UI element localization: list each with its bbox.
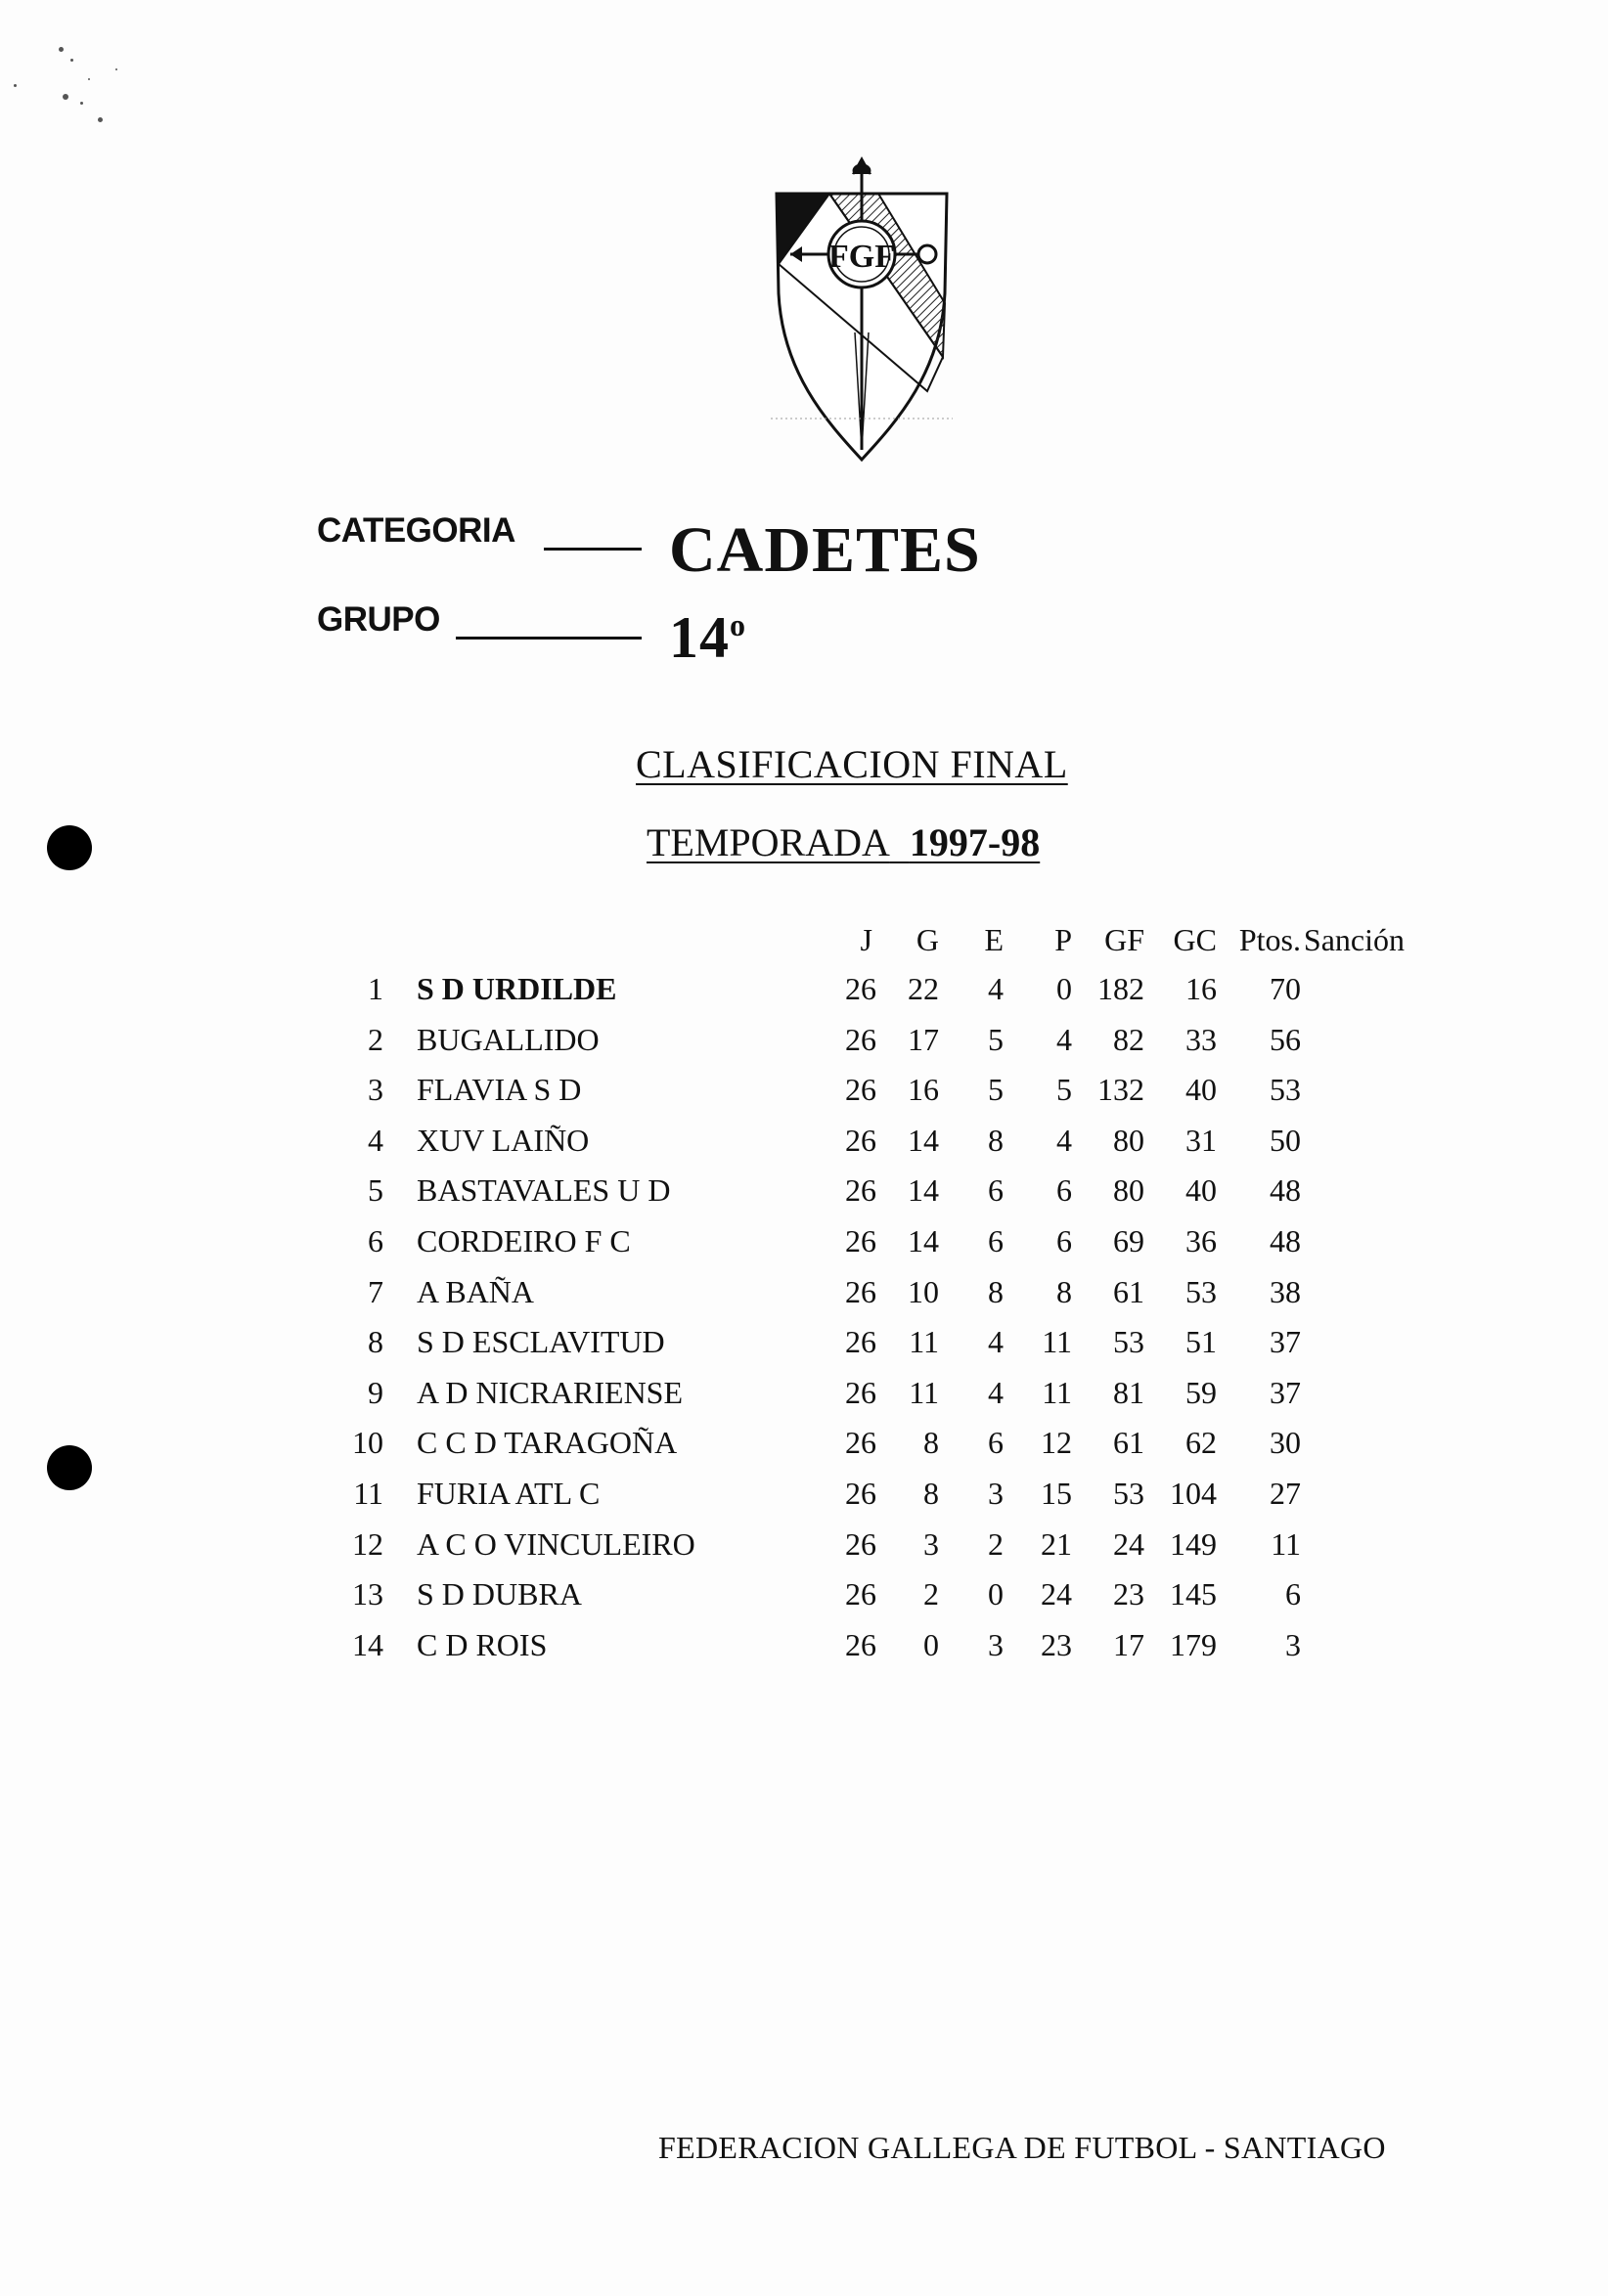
goals-against-cell: 40 — [1185, 1172, 1217, 1209]
won-cell: 16 — [908, 1072, 939, 1108]
drawn-cell: 6 — [988, 1425, 1004, 1461]
grupo-number: 14 — [669, 605, 730, 670]
team-name-cell: XUV LAIÑO — [417, 1122, 590, 1158]
position-cell: 13 — [352, 1576, 383, 1612]
won-cell: 14 — [908, 1222, 939, 1258]
grupo-value — [669, 605, 746, 670]
position-cell: 12 — [352, 1525, 383, 1562]
goals-for-cell: 80 — [1113, 1172, 1144, 1209]
goals-against-cell: 16 — [1185, 971, 1217, 1006]
played-cell: 26 — [845, 1576, 876, 1612]
goals-against-cell: 40 — [1185, 1072, 1217, 1108]
table-row — [333, 1122, 1428, 1175]
points-cell: 53 — [1270, 1072, 1301, 1108]
team-name-cell: BASTAVALES U D — [417, 1172, 671, 1209]
scan-speck — [115, 68, 117, 70]
played-cell: 26 — [845, 1475, 876, 1511]
goals-for-cell: 61 — [1113, 1425, 1144, 1461]
lost-cell: 0 — [1056, 971, 1072, 1006]
categoria-value: CADETES — [669, 514, 981, 586]
goals-against-cell: 53 — [1185, 1273, 1217, 1309]
points-cell: 37 — [1270, 1324, 1301, 1360]
position-cell: 7 — [368, 1273, 383, 1309]
goals-for-cell: 17 — [1113, 1626, 1144, 1662]
lost-cell: 12 — [1041, 1425, 1072, 1461]
table-row — [333, 973, 1428, 1024]
played-cell: 26 — [845, 1324, 876, 1360]
team-name-cell: FLAVIA S D — [417, 1072, 582, 1108]
team-name-cell: C D ROIS — [417, 1626, 548, 1662]
position-cell: 10 — [352, 1425, 383, 1461]
position-cell: 6 — [368, 1222, 383, 1258]
drawn-cell: 4 — [988, 1324, 1004, 1360]
scan-speck — [14, 84, 17, 87]
scan-speck — [98, 117, 103, 122]
played-cell: 26 — [845, 1172, 876, 1209]
goals-for-cell: 23 — [1113, 1576, 1144, 1612]
lost-cell: 21 — [1041, 1525, 1072, 1562]
points-cell: 48 — [1270, 1172, 1301, 1209]
table-row — [333, 1578, 1428, 1629]
categoria-label: CATEGORIA — [317, 511, 515, 550]
played-cell: 26 — [845, 1273, 876, 1309]
lost-cell: 6 — [1056, 1172, 1072, 1209]
goals-for-cell: 132 — [1097, 1072, 1144, 1108]
played-cell: 26 — [845, 1072, 876, 1108]
position-cell: 14 — [352, 1626, 383, 1662]
won-cell: 10 — [908, 1273, 939, 1309]
scan-speck — [70, 59, 73, 62]
goals-against-cell: 51 — [1185, 1324, 1217, 1360]
lost-cell: 23 — [1041, 1626, 1072, 1662]
goals-against-cell: 62 — [1185, 1425, 1217, 1461]
table-row — [333, 1021, 1428, 1075]
team-name-cell: CORDEIRO F C — [417, 1222, 631, 1258]
col-header-j: J — [860, 922, 872, 957]
team-name-cell: A D NICRARIENSE — [417, 1374, 684, 1410]
lost-cell: 5 — [1056, 1072, 1072, 1108]
season-year: 1997-98 — [909, 820, 1041, 864]
col-header-gf: GF — [1104, 922, 1144, 957]
played-cell: 26 — [845, 1222, 876, 1258]
table-body — [333, 973, 1428, 1679]
points-cell: 70 — [1270, 971, 1301, 1006]
points-cell: 6 — [1285, 1576, 1301, 1612]
table-header — [333, 924, 1428, 973]
punch-hole — [47, 1445, 92, 1490]
grupo-label: GRUPO — [317, 600, 440, 639]
drawn-cell: 3 — [988, 1626, 1004, 1662]
points-cell: 38 — [1270, 1273, 1301, 1309]
lost-cell: 11 — [1042, 1374, 1072, 1410]
goals-against-cell: 145 — [1170, 1576, 1217, 1612]
goals-for-cell: 24 — [1113, 1525, 1144, 1562]
won-cell: 0 — [923, 1626, 939, 1662]
lost-cell: 6 — [1056, 1222, 1072, 1258]
lost-cell: 15 — [1041, 1475, 1072, 1511]
team-name-cell: S D DUBRA — [417, 1576, 582, 1612]
team-name-cell: C C D TARAGOÑA — [417, 1425, 678, 1461]
team-name-cell: BUGALLIDO — [417, 1021, 600, 1057]
won-cell: 22 — [908, 971, 939, 1006]
team-name-cell: A C O VINCULEIRO — [417, 1525, 695, 1562]
points-cell: 11 — [1271, 1525, 1301, 1562]
table-row — [333, 1174, 1428, 1225]
points-cell: 48 — [1270, 1222, 1301, 1258]
goals-for-cell: 61 — [1113, 1273, 1144, 1309]
scan-speck — [63, 94, 68, 100]
won-cell: 14 — [908, 1172, 939, 1209]
col-header-g: G — [916, 922, 939, 957]
punch-hole — [47, 825, 92, 870]
played-cell: 26 — [845, 1425, 876, 1461]
goals-for-cell: 53 — [1113, 1324, 1144, 1360]
col-header-p: P — [1054, 922, 1072, 957]
season-heading — [647, 820, 1041, 864]
scan-speck — [88, 78, 90, 80]
won-cell: 8 — [923, 1425, 939, 1461]
position-cell: 9 — [368, 1374, 383, 1410]
goals-for-cell: 80 — [1113, 1122, 1144, 1158]
goals-for-cell: 69 — [1113, 1222, 1144, 1258]
won-cell: 11 — [909, 1374, 939, 1410]
drawn-cell: 2 — [988, 1525, 1004, 1562]
table-row — [333, 1475, 1428, 1528]
points-cell: 56 — [1270, 1021, 1301, 1057]
drawn-cell: 5 — [988, 1021, 1004, 1057]
lost-cell: 4 — [1056, 1021, 1072, 1057]
points-cell: 37 — [1270, 1374, 1301, 1410]
position-cell: 2 — [368, 1021, 383, 1057]
standings-table — [333, 924, 1428, 1679]
points-cell: 27 — [1270, 1475, 1301, 1511]
goals-against-cell: 149 — [1170, 1525, 1217, 1562]
position-cell: 4 — [368, 1122, 383, 1158]
categoria-underline — [544, 548, 642, 551]
goals-for-cell: 81 — [1113, 1374, 1144, 1410]
drawn-cell: 3 — [988, 1475, 1004, 1511]
lost-cell: 4 — [1056, 1122, 1072, 1158]
played-cell: 26 — [845, 1626, 876, 1662]
table-row — [333, 1326, 1428, 1377]
won-cell: 17 — [908, 1021, 939, 1057]
grupo-ordinal: o — [730, 607, 746, 642]
played-cell: 26 — [845, 1374, 876, 1410]
goals-against-cell: 36 — [1185, 1222, 1217, 1258]
footer-federation: FEDERACION GALLEGA DE FUTBOL - SANTIAGO — [658, 2130, 1386, 2165]
position-cell: 3 — [368, 1072, 383, 1108]
goals-against-cell: 31 — [1185, 1122, 1217, 1158]
lost-cell: 24 — [1041, 1576, 1072, 1612]
grupo-underline — [456, 637, 642, 640]
position-cell: 8 — [368, 1324, 383, 1360]
won-cell: 8 — [923, 1475, 939, 1511]
scan-speck — [59, 47, 64, 52]
lost-cell: 11 — [1042, 1324, 1072, 1360]
won-cell: 11 — [909, 1324, 939, 1360]
col-header-gc: GC — [1173, 922, 1217, 957]
points-cell: 3 — [1285, 1626, 1301, 1662]
table-row — [333, 1374, 1428, 1428]
season-label: TEMPORADA — [647, 820, 890, 864]
table-row — [333, 1074, 1428, 1125]
won-cell: 2 — [923, 1576, 939, 1612]
won-cell: 3 — [923, 1525, 939, 1562]
goals-for-cell: 182 — [1097, 971, 1144, 1006]
drawn-cell: 8 — [988, 1273, 1004, 1309]
col-header-ptos: Ptos. — [1238, 922, 1301, 957]
table-row — [333, 1222, 1428, 1276]
team-name-cell: S D URDILDE — [417, 971, 617, 1006]
goals-for-cell: 53 — [1113, 1475, 1144, 1511]
points-cell: 30 — [1270, 1425, 1301, 1461]
drawn-cell: 4 — [988, 1374, 1004, 1410]
table-row — [333, 1525, 1428, 1579]
drawn-cell: 6 — [988, 1222, 1004, 1258]
table-row — [333, 1273, 1428, 1327]
col-header-e: E — [984, 922, 1004, 957]
drawn-cell: 0 — [988, 1576, 1004, 1612]
team-name-cell: FURIA ATL C — [417, 1475, 601, 1511]
scan-speck — [80, 102, 83, 105]
logo-lettering: FGF — [828, 239, 895, 275]
drawn-cell: 5 — [988, 1072, 1004, 1108]
drawn-cell: 6 — [988, 1172, 1004, 1209]
federation-shield-icon — [771, 156, 953, 464]
goals-against-cell: 59 — [1185, 1374, 1217, 1410]
table-row — [333, 1427, 1428, 1478]
team-name-cell: A BAÑA — [417, 1273, 535, 1309]
col-header-sancion: Sanción — [1303, 922, 1405, 957]
played-cell: 26 — [845, 1122, 876, 1158]
goals-against-cell: 33 — [1185, 1021, 1217, 1057]
position-cell: 11 — [353, 1475, 383, 1511]
position-cell: 5 — [368, 1172, 383, 1209]
drawn-cell: 4 — [988, 971, 1004, 1006]
played-cell: 26 — [845, 1021, 876, 1057]
played-cell: 26 — [845, 1525, 876, 1562]
position-cell: 1 — [368, 971, 383, 1006]
played-cell: 26 — [845, 971, 876, 1006]
table-row — [333, 1626, 1428, 1680]
won-cell: 14 — [908, 1122, 939, 1158]
classification-title: CLASIFICACION FINAL — [636, 742, 1068, 786]
drawn-cell: 8 — [988, 1122, 1004, 1158]
lost-cell: 8 — [1056, 1273, 1072, 1309]
goals-for-cell: 82 — [1113, 1021, 1144, 1057]
goals-against-cell: 179 — [1170, 1626, 1217, 1662]
points-cell: 50 — [1270, 1122, 1301, 1158]
goals-against-cell: 104 — [1170, 1475, 1217, 1511]
team-name-cell: S D ESCLAVITUD — [417, 1324, 665, 1360]
